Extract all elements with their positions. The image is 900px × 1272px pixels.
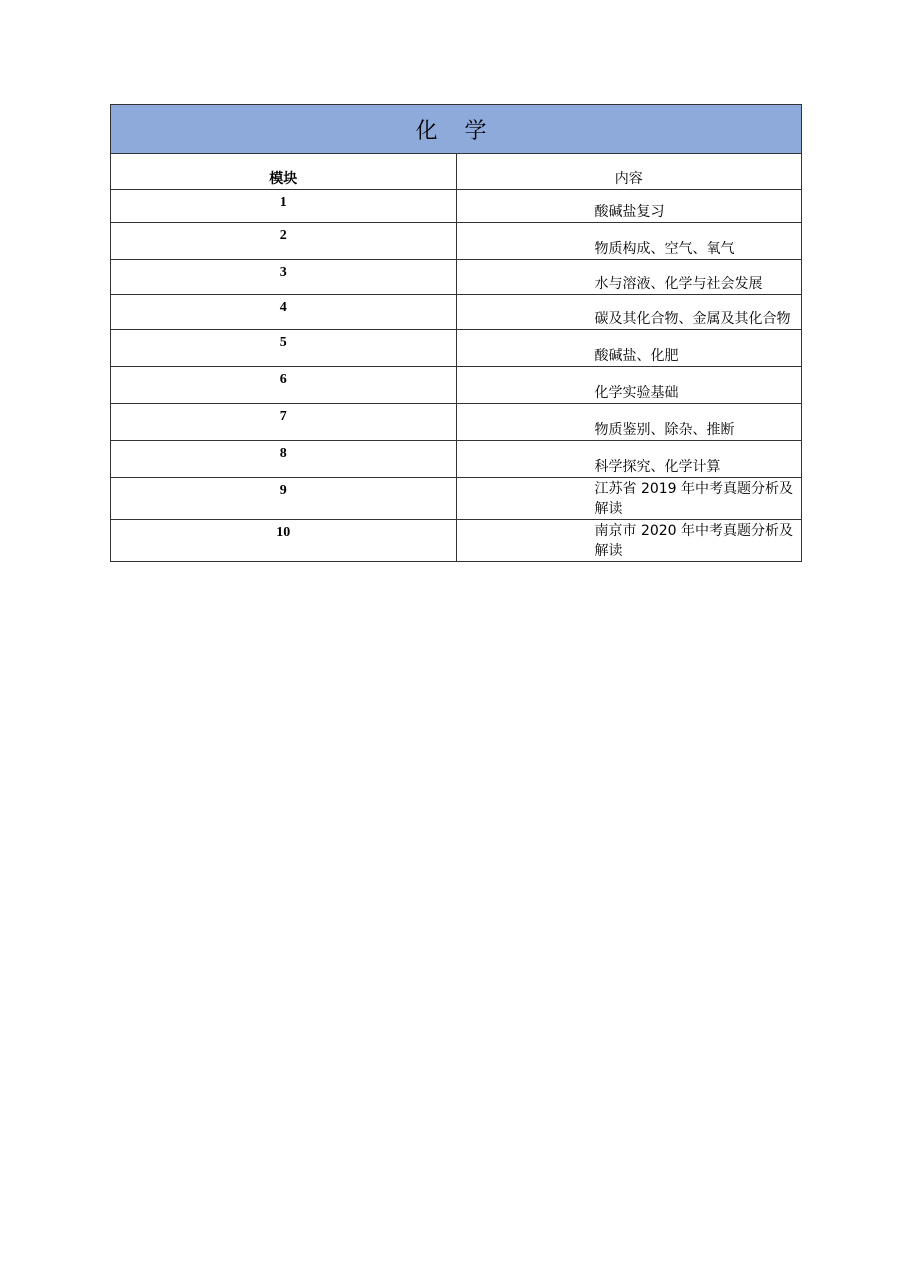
table-row [111,295,802,330]
module-number: 7 [111,404,457,441]
module-content: 水与溶液、化学与社会发展 [456,260,802,295]
module-number: 5 [111,330,457,367]
table-title: 化 学 [111,105,802,154]
module-number: 6 [111,367,457,404]
module-content: 物质鉴别、除杂、推断 [456,404,802,441]
table-row [111,330,802,367]
module-content: 碳及其化合物、金属及其化合物 [456,295,802,330]
curriculum-table [110,104,802,562]
module-number: 2 [111,223,457,260]
header-row [111,154,802,190]
module-number: 8 [111,441,457,478]
table-row [111,441,802,478]
table-row [111,478,802,520]
table-row [111,190,802,223]
table-row [111,404,802,441]
module-number: 4 [111,295,457,330]
module-content: 科学探究、化学计算 [456,441,802,478]
header-module: 模块 [111,154,457,190]
module-content: 南京市 2020 年中考真题分析及解读 [456,520,802,562]
module-number: 3 [111,260,457,295]
module-number: 10 [111,520,457,562]
table-row [111,223,802,260]
module-content: 物质构成、空气、氧气 [456,223,802,260]
module-content: 酸碱盐复习 [456,190,802,223]
module-number: 9 [111,478,457,520]
table-row [111,367,802,404]
table-row [111,520,802,562]
module-number: 1 [111,190,457,223]
module-content: 江苏省 2019 年中考真题分析及解读 [456,478,802,520]
module-content: 酸碱盐、化肥 [456,330,802,367]
module-content: 化学实验基础 [456,367,802,404]
table-row [111,260,802,295]
title-row [111,105,802,154]
header-content: 内容 [456,154,802,190]
